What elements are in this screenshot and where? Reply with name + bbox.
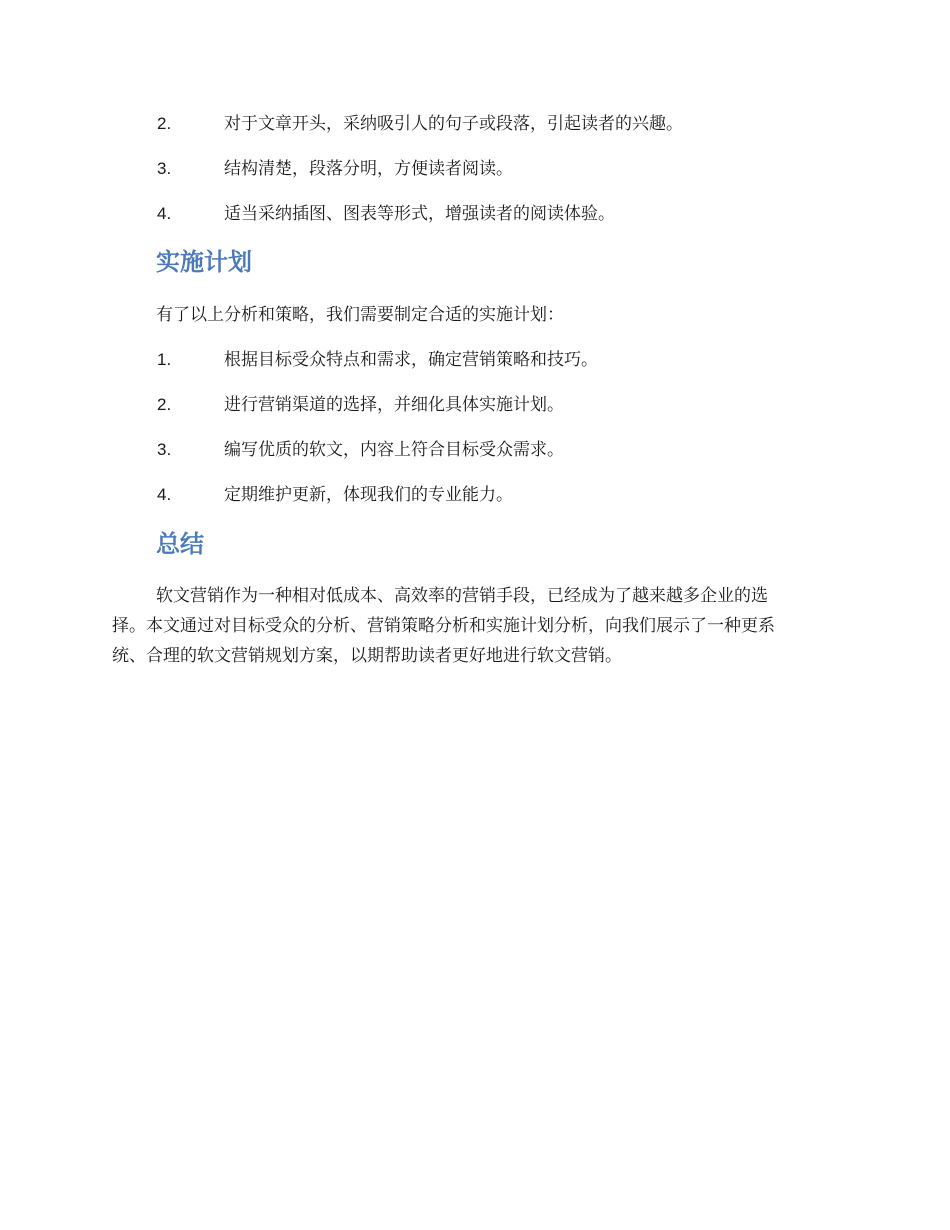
list-item	[0, 436, 950, 464]
list-item	[0, 481, 950, 509]
list-text: 适当采纳插图、图表等形式，增强读者的阅读体验。	[224, 204, 615, 224]
list-text: 编写优质的软文，内容上符合目标受众需求。	[224, 440, 564, 460]
list-item	[0, 200, 950, 228]
list-number: 3.	[157, 159, 172, 178]
list-text: 结构清楚，段落分明，方便读者阅读。	[224, 159, 513, 179]
summary-line: 择。本文通过对目标受众的分析、营销策略分析和实施计划分析，向我们展示了一种更系	[112, 616, 775, 636]
list-number: 3.	[157, 440, 172, 459]
section-heading-plan: 实施计划	[156, 248, 252, 276]
list-text: 根据目标受众特点和需求，确定营销策略和技巧。	[224, 350, 598, 370]
list-text: 进行营销渠道的选择，并细化具体实施计划。	[224, 395, 564, 415]
summary-line: 软文营销作为一种相对低成本、高效率的营销手段，已经成为了越来越多企业的选	[156, 586, 768, 606]
list-number: 4.	[157, 204, 172, 223]
section-intro-plan: 有了以上分析和策略，我们需要制定合适的实施计划：	[156, 305, 564, 325]
list-number: 4.	[157, 485, 172, 504]
list-item	[0, 346, 950, 374]
list-number: 1.	[157, 350, 172, 369]
summary-line: 统、合理的软文营销规划方案，以期帮助读者更好地进行软文营销。	[112, 646, 622, 666]
list-item	[0, 155, 950, 183]
list-item	[0, 391, 950, 419]
list-number: 2.	[157, 395, 172, 414]
list-item	[0, 110, 950, 138]
list-number: 2.	[157, 114, 172, 133]
list-text: 对于文章开头，采纳吸引人的句子或段落，引起读者的兴趣。	[224, 114, 683, 134]
list-text: 定期维护更新，体现我们的专业能力。	[224, 485, 513, 505]
summary-paragraph	[112, 581, 842, 671]
section-heading-summary: 总结	[156, 530, 204, 558]
